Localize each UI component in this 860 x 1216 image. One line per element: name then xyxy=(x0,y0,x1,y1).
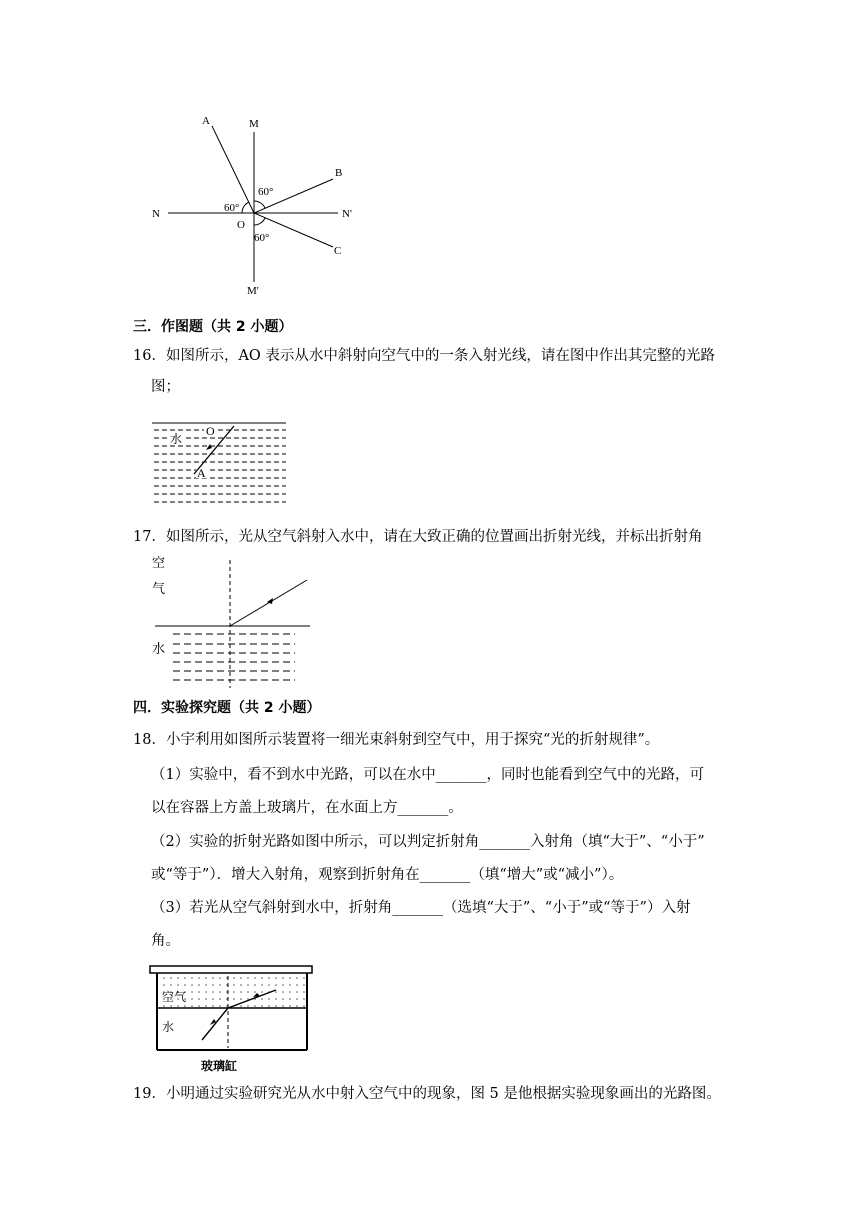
q18-p3b: 角。 xyxy=(151,933,180,949)
section-heading-4: 四．实验探究题（共 2 小题） xyxy=(133,700,321,716)
ray-ao xyxy=(212,126,254,213)
label-b: B xyxy=(335,167,343,179)
q18-line1: 18．小宇利用如图所示装置将一细光束斜射到空气中，用于探究“光的折射规律”。 xyxy=(133,732,660,748)
label-a: A xyxy=(197,466,206,480)
label-air-2: 气 xyxy=(152,581,166,596)
figure-glass-tank xyxy=(148,962,318,1074)
incident-ray xyxy=(202,1008,228,1040)
label-water: 水 xyxy=(152,641,166,656)
q18-p2a: （2）实验的折射光路如图中所示，可以判定折射角_______入射角（填“大于”、“小于” xyxy=(151,834,705,850)
label-n-prime: N' xyxy=(342,208,352,220)
angle-arc-2 xyxy=(242,202,249,213)
angle-label-1: 60° xyxy=(258,186,274,198)
angle-label-2: 60° xyxy=(224,202,240,214)
label-air: 空气 xyxy=(162,990,187,1004)
label-o: O xyxy=(237,219,245,231)
label-m-prime: M' xyxy=(247,285,259,297)
incident-ray xyxy=(230,580,307,626)
q18-p1a: （1）实验中，看不到水中光路，可以在水中_______，同时也能看到空气中的光路，可 xyxy=(151,767,704,783)
q16-line1: 16．如图所示，AO 表示从水中斜射向空气中的一条入射光线，请在图中作出其完整的光路 xyxy=(133,348,715,364)
label-a: A xyxy=(202,115,210,127)
label-water: 水 xyxy=(170,432,183,446)
label-m: M xyxy=(249,118,259,130)
q18-p2b: 或“等于”）．增大入射角，观察到折射角在_______（填“增大”或“减小”）。 xyxy=(151,867,624,883)
figure-reflection-diagram xyxy=(140,110,380,300)
figure-water-ray xyxy=(150,418,290,510)
angle-label-3: 60° xyxy=(254,232,270,244)
q18-p1b: 以在容器上方盖上玻璃片，在水面上方_______。 xyxy=(151,800,463,816)
label-c: C xyxy=(334,245,342,257)
angle-arc-3 xyxy=(254,218,265,225)
label-n: N xyxy=(152,208,160,220)
label-air-1: 空 xyxy=(152,555,166,570)
q18-p3a: （3）若光从空气斜射到水中，折射角_______（选填“大于”、“小于”或“等于”）入射 xyxy=(151,900,691,916)
figure-air-water-ray xyxy=(145,550,315,690)
q19-line1: 19．小明通过实验研究光从水中射入空气中的现象，图 5 是他根据实验现象画出的光路图。 xyxy=(133,1086,721,1102)
angle-arc-1 xyxy=(254,201,265,208)
label-glass-tank: 玻璃缸 xyxy=(201,1059,238,1073)
section-heading-3: 三．作图题（共 2 小题） xyxy=(133,319,293,335)
q17-line1: 17．如图所示，光从空气斜射入水中，请在大致正确的位置画出折射光线，并标出折射角 xyxy=(133,529,703,545)
label-water: 水 xyxy=(162,1020,175,1034)
label-o: O xyxy=(206,424,215,438)
q16-line2: 图； xyxy=(151,379,180,395)
